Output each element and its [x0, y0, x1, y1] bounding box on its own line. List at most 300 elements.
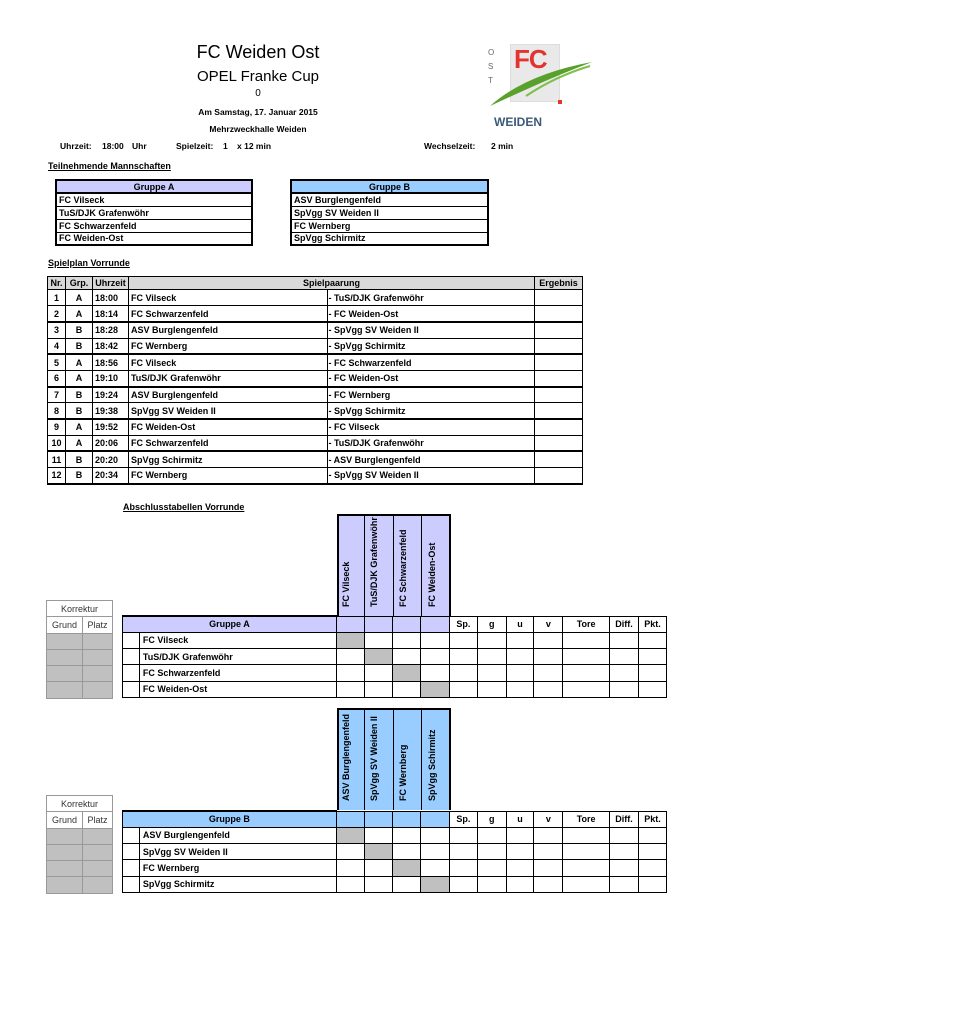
match-away: - ASV Burglengenfeld	[328, 451, 535, 467]
col-result: Ergebnis	[534, 277, 582, 290]
vh-col	[365, 514, 394, 616]
match-group: B	[65, 387, 92, 403]
stat-cell[interactable]	[477, 876, 506, 892]
group-b-team: FC Wernberg	[291, 219, 488, 232]
uhr-label: Uhr	[132, 141, 147, 151]
match-cell[interactable]	[336, 827, 364, 843]
vh-col	[422, 514, 451, 616]
final-group-title: Gruppe A	[123, 616, 337, 632]
row-spacer	[123, 860, 140, 876]
match-result[interactable]	[534, 419, 582, 435]
row-spacer	[123, 876, 140, 892]
match-home: ASV Burglengenfeld	[128, 322, 328, 338]
stat-cell[interactable]	[610, 860, 639, 876]
match-away: - FC Weiden-Ost	[328, 306, 535, 322]
match-cell[interactable]	[364, 844, 393, 860]
final-team-row	[123, 681, 667, 697]
stat-cell[interactable]	[506, 860, 534, 876]
stat-cell[interactable]	[506, 844, 534, 860]
match-cell[interactable]	[393, 649, 421, 665]
match-cell[interactable]	[336, 860, 364, 876]
korrektur-cell[interactable]	[47, 682, 83, 698]
vh-col	[422, 708, 451, 810]
stat-cell[interactable]	[638, 844, 666, 860]
group-a-team: TuS/DJK Grafenwöhr	[56, 206, 252, 219]
logo-swoosh-icon	[486, 56, 598, 112]
stat-cell[interactable]	[563, 827, 610, 843]
col-grp: Grp.	[65, 277, 92, 290]
match-away: - FC Vilseck	[328, 419, 535, 435]
group-a-title: Gruppe A	[56, 180, 252, 193]
korrektur-platz: Platz	[82, 617, 112, 633]
group-b-team: ASV Burglengenfeld	[291, 193, 488, 206]
match-cell[interactable]	[421, 827, 450, 843]
stat-cell[interactable]	[477, 649, 506, 665]
group-b-team: SpVgg SV Weiden II	[291, 206, 488, 219]
match-result[interactable]	[534, 338, 582, 354]
match-away: - SpVgg Schirmitz	[328, 403, 535, 419]
final-team-row	[123, 665, 667, 681]
match-time: 20:34	[92, 468, 128, 484]
match-home: SpVgg SV Weiden II	[128, 403, 328, 419]
match-nr: 2	[48, 306, 66, 322]
schedule-row	[48, 370, 583, 386]
logo-ost: O S T	[488, 48, 495, 85]
final-header-cell: v	[534, 616, 563, 632]
final-header-blank	[393, 616, 421, 632]
match-group: B	[65, 451, 92, 467]
match-cell[interactable]	[421, 860, 450, 876]
match-cell[interactable]	[364, 665, 393, 681]
final-header-cell: Tore	[563, 616, 610, 632]
group-b-table	[290, 179, 489, 246]
stat-cell[interactable]	[534, 632, 563, 648]
match-cell[interactable]	[393, 844, 421, 860]
row-spacer	[123, 844, 140, 860]
event-date: Am Samstag, 17. Januar 2015	[198, 107, 318, 117]
match-cell[interactable]	[364, 681, 393, 697]
korrektur-cell[interactable]	[82, 649, 112, 665]
match-result[interactable]	[534, 306, 582, 322]
match-cell[interactable]	[364, 827, 393, 843]
group-b-final-table	[122, 810, 667, 893]
schedule-row	[48, 419, 583, 435]
final-header-cell: Diff.	[610, 616, 639, 632]
final-team-name: FC Weiden-Ost	[139, 681, 336, 697]
match-home: TuS/DJK Grafenwöhr	[128, 370, 328, 386]
group-b-team: SpVgg Schirmitz	[291, 232, 488, 245]
row-spacer	[123, 632, 140, 648]
final-header-cell: u	[506, 616, 534, 632]
schedule-row	[48, 338, 583, 354]
match-home: FC Wernberg	[128, 468, 328, 484]
stat-cell[interactable]	[506, 681, 534, 697]
page-title: FC Weiden Ost	[196, 42, 320, 62]
match-result[interactable]	[534, 403, 582, 419]
stat-cell[interactable]	[563, 844, 610, 860]
korrektur-cell[interactable]	[82, 633, 112, 649]
wechselzeit-label: Wechselzeit:	[424, 141, 476, 151]
stat-cell[interactable]	[610, 632, 639, 648]
final-header-cell: Diff.	[610, 811, 639, 827]
schedule-row	[48, 354, 583, 370]
stat-cell[interactable]	[506, 665, 534, 681]
match-home: FC Weiden-Ost	[128, 419, 328, 435]
final-header-cell: Sp.	[449, 811, 477, 827]
stat-cell[interactable]	[563, 681, 610, 697]
match-group: A	[65, 419, 92, 435]
match-cell[interactable]	[393, 665, 421, 681]
match-home: ASV Burglengenfeld	[128, 387, 328, 403]
final-header-blank	[336, 811, 364, 827]
match-cell[interactable]	[421, 632, 450, 648]
match-time: 18:14	[92, 306, 128, 322]
stat-cell[interactable]	[610, 876, 639, 892]
match-cell[interactable]	[364, 860, 393, 876]
match-result[interactable]	[534, 468, 582, 484]
final-team-name: SpVgg Schirmitz	[139, 876, 336, 892]
match-time: 19:52	[92, 419, 128, 435]
stat-cell[interactable]	[449, 844, 477, 860]
match-home: FC Vilseck	[128, 290, 328, 306]
col-nr: Nr.	[48, 277, 66, 290]
logo-fc: FC	[514, 44, 547, 74]
stat-cell[interactable]	[506, 632, 534, 648]
stat-cell[interactable]	[563, 649, 610, 665]
match-away: - SpVgg SV Weiden II	[328, 322, 535, 338]
korrektur-cell[interactable]	[47, 844, 83, 860]
schedule-row	[48, 468, 583, 484]
stat-cell[interactable]	[638, 665, 666, 681]
vh-team: TuS/DJK Grafenwöhr	[369, 517, 379, 607]
match-group: B	[65, 338, 92, 354]
match-result[interactable]	[534, 387, 582, 403]
match-nr: 1	[48, 290, 66, 306]
col-pairing: Spielpaarung	[128, 277, 534, 290]
col-time: Uhrzeit	[92, 277, 128, 290]
stat-cell[interactable]	[449, 681, 477, 697]
match-group: A	[65, 290, 92, 306]
schedule-row	[48, 403, 583, 419]
teams-heading: Teilnehmende Mannschaften	[48, 161, 171, 171]
match-time: 20:20	[92, 451, 128, 467]
vh-col	[394, 708, 422, 810]
korrektur-b-table	[46, 795, 113, 894]
final-header-row	[123, 616, 667, 632]
vh-team: FC Wernberg	[397, 744, 408, 801]
final-heading: Abschlusstabellen Vorrunde	[123, 502, 245, 512]
vh-col	[365, 708, 394, 810]
group-b-title: Gruppe B	[291, 180, 488, 193]
final-team-row	[123, 649, 667, 665]
match-cell[interactable]	[421, 665, 450, 681]
match-result[interactable]	[534, 354, 582, 370]
match-result[interactable]	[534, 290, 582, 306]
final-team-row	[123, 632, 667, 648]
vh-team: ASV Burglengenfeld	[340, 713, 351, 801]
stat-cell[interactable]	[477, 681, 506, 697]
final-header-blank	[393, 811, 421, 827]
stat-cell[interactable]	[638, 827, 666, 843]
stat-cell[interactable]	[534, 649, 563, 665]
match-nr: 3	[48, 322, 66, 338]
stat-cell[interactable]	[610, 681, 639, 697]
final-header-cell: u	[506, 811, 534, 827]
group-a-team: FC Schwarzenfeld	[56, 219, 252, 232]
match-cell[interactable]	[421, 681, 450, 697]
logo-weiden: WEIDEN	[494, 115, 542, 129]
match-result[interactable]	[534, 435, 582, 451]
match-cell[interactable]	[336, 632, 364, 648]
match-time: 19:24	[92, 387, 128, 403]
row-spacer	[123, 681, 140, 697]
match-group: A	[65, 354, 92, 370]
korrektur-a-table	[46, 600, 113, 699]
match-nr: 7	[48, 387, 66, 403]
group-a-team: FC Vilseck	[56, 193, 252, 206]
group-a-final-table	[122, 615, 667, 698]
row-spacer	[123, 649, 140, 665]
match-nr: 8	[48, 403, 66, 419]
spielzeit-value: 1	[223, 141, 228, 151]
group-b-vertical-header	[337, 708, 451, 810]
korrektur-cell[interactable]	[47, 828, 83, 844]
final-header-blank	[364, 616, 393, 632]
korrektur-cell[interactable]	[47, 877, 83, 893]
final-team-row	[123, 860, 667, 876]
vh-team: FC Weiden-Ost	[426, 542, 437, 607]
stat-cell[interactable]	[449, 649, 477, 665]
match-cell[interactable]	[336, 844, 364, 860]
stat-cell[interactable]	[534, 860, 563, 876]
korrektur-cell[interactable]	[82, 877, 112, 893]
match-cell[interactable]	[336, 649, 364, 665]
stat-cell[interactable]	[449, 827, 477, 843]
uhrzeit-value: 18:00	[102, 141, 124, 151]
match-home: FC Schwarzenfeld	[128, 306, 328, 322]
stat-cell[interactable]	[534, 844, 563, 860]
match-cell[interactable]	[364, 876, 393, 892]
match-cell[interactable]	[364, 649, 393, 665]
stat-cell[interactable]	[638, 681, 666, 697]
match-group: A	[65, 435, 92, 451]
match-cell[interactable]	[421, 844, 450, 860]
uhrzeit-label: Uhrzeit:	[60, 141, 92, 151]
match-nr: 6	[48, 370, 66, 386]
stat-cell[interactable]	[563, 632, 610, 648]
match-nr: 11	[48, 451, 66, 467]
final-team-name: FC Vilseck	[139, 632, 336, 648]
vh-col	[394, 514, 422, 616]
final-header-cell: v	[534, 811, 563, 827]
final-team-row	[123, 827, 667, 843]
match-nr: 12	[48, 468, 66, 484]
korrektur-grund: Grund	[47, 812, 83, 828]
final-group-title: Gruppe B	[123, 811, 337, 827]
stat-cell[interactable]	[610, 844, 639, 860]
match-home: FC Wernberg	[128, 338, 328, 354]
stat-cell[interactable]	[638, 876, 666, 892]
group-a-vertical-header	[337, 514, 451, 616]
final-header-blank	[421, 811, 450, 827]
group-a-team: FC Weiden-Ost	[56, 232, 252, 245]
stat-cell[interactable]	[506, 876, 534, 892]
match-time: 19:38	[92, 403, 128, 419]
final-header-blank	[421, 616, 450, 632]
vh-team: FC Schwarzenfeld	[397, 529, 408, 607]
match-time: 18:42	[92, 338, 128, 354]
match-nr: 4	[48, 338, 66, 354]
korrektur-grund: Grund	[47, 617, 83, 633]
schedule-row	[48, 290, 583, 306]
korrektur-title: Korrektur	[47, 601, 113, 617]
match-result[interactable]	[534, 322, 582, 338]
match-away: - FC Wernberg	[328, 387, 535, 403]
match-time: 18:00	[92, 290, 128, 306]
schedule-row	[48, 322, 583, 338]
schedule-heading: Spielplan Vorrunde	[48, 258, 130, 268]
match-cell[interactable]	[336, 876, 364, 892]
match-cell[interactable]	[393, 876, 421, 892]
stat-cell[interactable]	[449, 876, 477, 892]
schedule-row	[48, 451, 583, 467]
match-cell[interactable]	[336, 665, 364, 681]
vh-col	[337, 708, 365, 810]
stat-cell[interactable]	[610, 649, 639, 665]
match-nr: 5	[48, 354, 66, 370]
match-nr: 10	[48, 435, 66, 451]
stat-cell[interactable]	[477, 844, 506, 860]
match-time: 19:10	[92, 370, 128, 386]
club-logo	[486, 42, 598, 130]
final-header-cell: g	[477, 811, 506, 827]
match-away: - TuS/DJK Grafenwöhr	[328, 435, 535, 451]
stat-cell[interactable]	[449, 632, 477, 648]
match-time: 18:28	[92, 322, 128, 338]
korrektur-cell[interactable]	[47, 666, 83, 682]
match-group: B	[65, 322, 92, 338]
match-cell[interactable]	[421, 876, 450, 892]
wechselzeit-value: 2 min	[491, 141, 514, 151]
korrektur-cell[interactable]	[82, 844, 112, 860]
match-cell[interactable]	[393, 681, 421, 697]
match-cell[interactable]	[421, 649, 450, 665]
vh-team: SpVgg SV Weiden II	[369, 716, 379, 801]
stat-cell[interactable]	[534, 665, 563, 681]
stat-cell[interactable]	[610, 665, 639, 681]
match-away: - FC Weiden-Ost	[328, 370, 535, 386]
stat-cell[interactable]	[534, 876, 563, 892]
schedule-row	[48, 387, 583, 403]
final-header-cell: g	[477, 616, 506, 632]
match-cell[interactable]	[393, 827, 421, 843]
vh-team: SpVgg Schirmitz	[426, 729, 437, 801]
match-nr: 9	[48, 419, 66, 435]
stat-cell[interactable]	[534, 681, 563, 697]
final-header-row	[123, 811, 667, 827]
spielzeit-label: Spielzeit:	[176, 141, 214, 151]
match-cell[interactable]	[364, 632, 393, 648]
final-header-blank	[336, 616, 364, 632]
match-time: 20:06	[92, 435, 128, 451]
stat-cell[interactable]	[563, 665, 610, 681]
match-result[interactable]	[534, 370, 582, 386]
final-header-cell: Tore	[563, 811, 610, 827]
final-team-row	[123, 844, 667, 860]
final-team-name: FC Wernberg	[139, 860, 336, 876]
match-away: - FC Schwarzenfeld	[328, 354, 535, 370]
final-team-row	[123, 876, 667, 892]
match-time: 18:56	[92, 354, 128, 370]
stat-cell[interactable]	[477, 632, 506, 648]
final-header-cell: Sp.	[449, 616, 477, 632]
stat-cell[interactable]	[638, 649, 666, 665]
stat-cell[interactable]	[563, 860, 610, 876]
final-team-name: ASV Burglengenfeld	[139, 827, 336, 843]
stat-cell[interactable]	[638, 860, 666, 876]
korrektur-cell[interactable]	[82, 828, 112, 844]
match-home: SpVgg Schirmitz	[128, 451, 328, 467]
match-group: B	[65, 468, 92, 484]
korrektur-title: Korrektur	[47, 796, 113, 812]
row-spacer	[123, 827, 140, 843]
group-a-table	[55, 179, 253, 246]
korrektur-cell[interactable]	[47, 861, 83, 877]
stat-cell[interactable]	[610, 827, 639, 843]
match-group: A	[65, 370, 92, 386]
schedule-row	[48, 306, 583, 322]
stat-cell[interactable]	[477, 665, 506, 681]
cup-name: OPEL Franke Cup	[197, 68, 319, 85]
stat-cell[interactable]	[563, 876, 610, 892]
vh-team: FC Vilseck	[340, 561, 351, 607]
match-group: B	[65, 403, 92, 419]
stat-cell[interactable]	[449, 665, 477, 681]
stat-cell[interactable]	[534, 827, 563, 843]
match-away: - SpVgg SV Weiden II	[328, 468, 535, 484]
korrektur-cell[interactable]	[82, 666, 112, 682]
schedule-table	[47, 276, 583, 485]
event-venue: Mehrzweckhalle Weiden	[209, 124, 307, 134]
stat-cell[interactable]	[477, 860, 506, 876]
stat-cell[interactable]	[638, 632, 666, 648]
final-header-cell: Pkt.	[638, 616, 666, 632]
korrektur-cell[interactable]	[82, 861, 112, 877]
match-home: FC Schwarzenfeld	[128, 435, 328, 451]
schedule-row	[48, 435, 583, 451]
stat-cell[interactable]	[449, 860, 477, 876]
match-cell[interactable]	[336, 681, 364, 697]
match-home: FC Vilseck	[128, 354, 328, 370]
final-header-cell: Pkt.	[638, 811, 666, 827]
cup-zero: 0	[255, 88, 261, 99]
stat-cell[interactable]	[506, 649, 534, 665]
match-away: - TuS/DJK Grafenwöhr	[328, 290, 535, 306]
match-cell[interactable]	[393, 860, 421, 876]
korrektur-cell[interactable]	[47, 649, 83, 665]
match-cell[interactable]	[393, 632, 421, 648]
final-team-name: SpVgg SV Weiden II	[139, 844, 336, 860]
stat-cell[interactable]	[477, 827, 506, 843]
stat-cell[interactable]	[506, 827, 534, 843]
final-header-blank	[364, 811, 393, 827]
korrektur-cell[interactable]	[47, 633, 83, 649]
spielzeit-times: x 12 min	[237, 141, 272, 151]
korrektur-cell[interactable]	[82, 682, 112, 698]
match-group: A	[65, 306, 92, 322]
vh-col	[337, 514, 365, 616]
match-result[interactable]	[534, 451, 582, 467]
